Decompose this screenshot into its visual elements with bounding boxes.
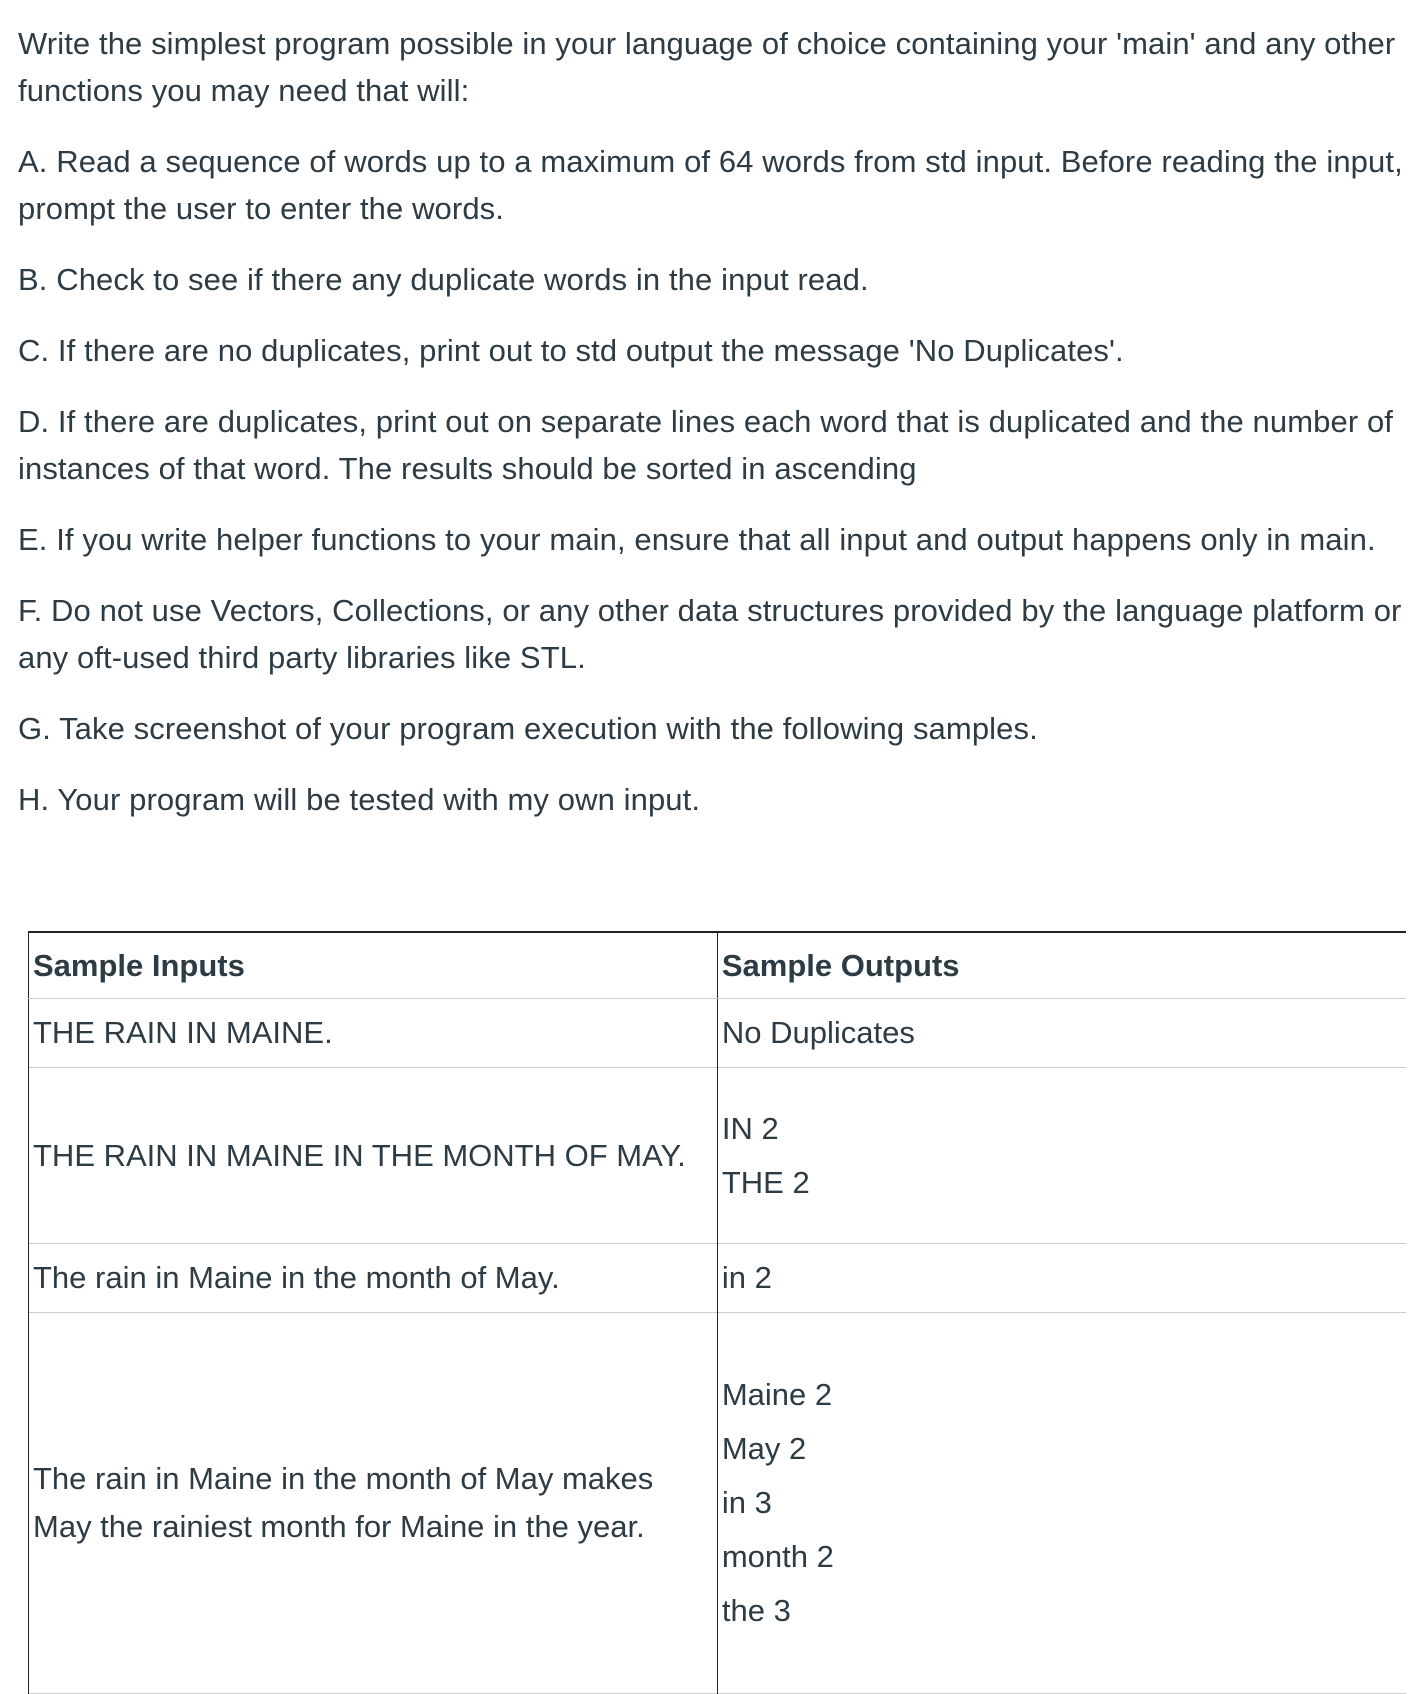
requirement-f: F. Do not use Vectors, Collections, or any other data structures provided by the language platform or any oft-used third party libraries like STL. [18,593,1402,675]
samples-table [28,931,1406,1694]
sample-output-line: in 3 [721,1485,772,1520]
requirement-g: G. Take screenshot of your program execution with the following samples. [18,711,1038,746]
sample-input-text: THE RAIN IN MAINE. [33,1015,333,1050]
requirement-d: D. If there are duplicates, print out on separate lines each word that is duplicated and the number of instances of that word. The results should be sorted in ascending [18,404,1394,486]
table-row [29,1313,1407,1694]
requirement-a: A. Read a sequence of words up to a maximum of 64 words from std input. Before reading the input, prompt the user to enter the words. [18,144,1403,226]
sample-output-line: the 3 [721,1593,791,1628]
sample-input-text: The rain in Maine in the month of May. [33,1260,560,1295]
sample-output-cell [717,1244,1406,1313]
requirement-e: E. If you write helper functions to your main, ensure that all input and output happens only in main. [18,522,1376,557]
sample-input-text: The rain in Maine in the month of May makes May the rainiest month for Maine in the year. [33,1461,654,1544]
requirement-b: B. Check to see if there any duplicate words in the input read. [18,262,869,297]
sample-output-line: IN 2 [721,1110,779,1146]
sample-input-cell [29,1244,718,1313]
requirement-h: H. Your program will be tested with my own input. [18,782,701,817]
intro-paragraph: Write the simplest program possible in your language of choice containing your 'main' and any other functions you may need that will: [18,26,1396,108]
sample-input-cell [29,1068,718,1244]
header-sample-outputs: Sample Outputs [717,932,1406,999]
sample-output-line: THE 2 [721,1164,810,1200]
table-row [29,1244,1407,1313]
sample-output-line: in 2 [721,1260,772,1295]
assignment-instructions [18,20,1408,847]
table-row [29,999,1407,1068]
sample-input-cell [29,999,718,1068]
sample-input-cell [29,1313,718,1694]
table-header-row [29,932,1407,999]
sample-output-line: Maine 2 [721,1377,833,1412]
sample-output-cell [717,1313,1406,1694]
samples-table-container [28,931,1406,1694]
sample-output-line: month 2 [721,1539,834,1574]
sample-output-line: No Duplicates [721,1015,915,1050]
sample-output-cell [717,1068,1406,1244]
sample-output-cell [717,999,1406,1068]
sample-output-line: May 2 [721,1431,807,1466]
requirement-c: C. If there are no duplicates, print out to std output the message 'No Duplicates'. [18,333,1124,368]
sample-input-text: THE RAIN IN MAINE IN THE MONTH OF MAY. [33,1137,686,1173]
header-sample-inputs: Sample Inputs [29,932,718,999]
table-row [29,1068,1407,1244]
